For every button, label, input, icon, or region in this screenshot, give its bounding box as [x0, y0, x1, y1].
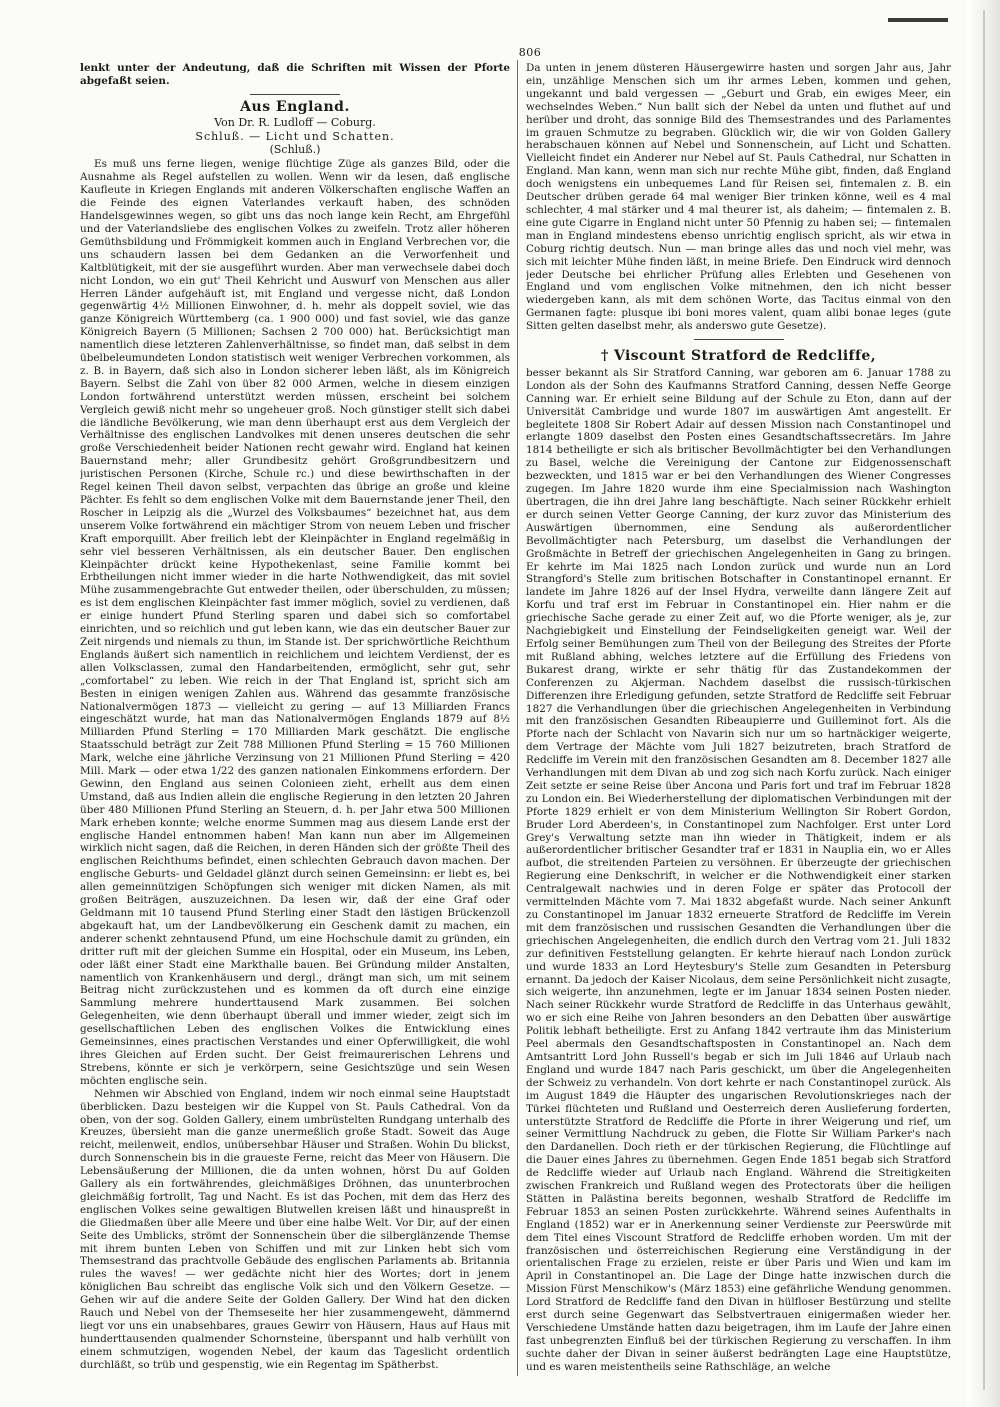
- section-rule: [250, 94, 340, 95]
- part-label: (Schluß.): [269, 142, 321, 156]
- obituary-title: † Viscount Stratford de Redcliffe,: [601, 348, 876, 365]
- section-subtitle: Schluß. — Licht und Schatten.: [195, 129, 395, 143]
- corner-mark: [888, 18, 948, 22]
- section-title: Aus England.: [240, 98, 350, 115]
- obituary-paragraph: besser bekannt als Sir Stratford Canning, war geboren am 6. Januar 1788 zu London als der Sohn des Kaufmanns Stratford Canning, dessen Neffe George Canning war. Er erhielt seine Bildung auf der Schule zu Eton, dann auf der Universität Cambridge und wurde 1807 im auswärtigen Amt angestellt. Er begleitete 1808 Sir Robert Adair auf dessen Mission nach Constantinopel und erlangte 1809 daselbst den Posten eines Gesandtschaftssecretärs. Im Jahre 1814 betheiligte er sich als britischer Bevollmächtigter bei den Verhandlungen zu Basel, welche die Vereinigung der Cantone zur Eidgenossenschaft bezweckten, und 1815 war er bei den Verhandlungen des Wiener Congresses zugegen. Im Jahre 1820 wurde ihm eine Specialmission nach Washington übertragen, die ihn drei Jahre lang beschäftigte. Nach seiner Rückkehr erhielt er durch seinen Vetter George Canning, der kurz zuvor das Ministerium des Auswärtigen übernommen, eine Sendung als außerordentlicher Bevollmächtigter nach Petersburg, um daselbst die Verhandlungen der Großmächte in Betreff der griechischen Angelegenheiten in Gang zu bringen. Er kehrte im Mai 1825 nach London zurück und wurde nun an Lord Strangford's Stelle zum britischen Botschafter in Constantinopel ernannt. Er landete im Jahre 1826 auf der Insel Hydra, verweilte dann längere Zeit auf Korfu und traf erst im Februar in Constantinopel ein. Hier nahm er die griechische Sache gerade zu einer Zeit auf, wo die Pforte weniger, als je, zur Nachgiebigkeit und Einstellung der Feindseligkeiten geneigt war. Weil der Erfolg seiner Bemühungen zum Theil von der Beilegung des Streites der Pforte mit Rußland abhing, welches letztere auf die Erfüllung des Friedens von Bukarest drang, wirkte er sehr thätig für das Zustandekommen der Conferenzen zu Akjerman. Nachdem daselbst die russisch-türkischen Differenzen ihre Erledigung gefunden, setzte Stratford de Redcliffe seit Februar 1827 die Verhandlungen über die griechischen Angelegenheiten in Verbindung mit den französischen Gesandten Ribeaupierre und Guilleminot fort. Als die Pforte nach der Schlacht von Navarin sich nur um so hartnäckiger weigerte, dem Vertrage der Mächte vom Juli 1827 beizutreten, brach Stratford de Redcliffe im Verein mit den französischen Gesandten am 8. December 1827 alle Verhandlungen mit dem Divan ab und zog sich nach Korfu zurück. Nach einiger Zeit setzte er seine Reise über Ancona und Paris fort und traf im Februar 1828 zu London ein. Bei Wiederherstellung der diplomatischen Verbindungen mit der Pforte 1829 erhielt er von dem Ministerium Wellington Sir Robert Gordon, Bruder Lord Aberdeen's, in Constantinopel zum Nachfolger. Erst unter Lord Grey's Verwaltung setzte man ihn wieder in Thätigkeit, indem er als außerordentlicher britischer Gesandter traf er 1831 in Nauplia ein, wo er Alles aufbot, die streitenden Parteien zu versöhnen. Er überzeugte der griechischen Regierung eine Denkschrift, in welcher er die Nothwendigkeit einer starken Centralgewalt nachwies und in deren Folge er später das Protocoll der vermittelnden Mächte vom 7. Mai 1832 abgefaßt wurde. Nach seiner Ankunft zu Constantinopel im Januar 1832 erneuerte Stratford de Redcliffe im Verein mit dem französischen und russischen Gesandten die Verhandlungen über die griechischen Angelegenheiten, die endlich durch den Vertrag vom 21. Juli 1832 zur definitiven Feststellung gelangten. Er kehrte hierauf nach London zurück und wurde 1833 an Lord Heytesbury's Stelle zum Gesandten in Petersburg ernannt. Da jedoch der Kaiser Nicolaus, dem seine Persönlichkeit nicht zusagte, sich weigerte, ihn anzunehmen, legte er im Januar 1834 seinen Posten nieder. Nach seiner Rückkehr wurde Stratford de Redcliffe in das Unterhaus gewählt, wo er sich eine Reihe von Jahren besonders an den Debatten über auswärtige Politik lebhaft betheiligte. Erst zu Anfang 1842 vertraute ihm das Ministerium Peel abermals den Gesandtschaftsposten in Constantinopel an. Nach dem Amtsantritt Lord John Russell's begab er sich im Juli 1846 auf Urlaub nach England und wurde 1847 nach Paris geschickt, um über die Angelegenheiten der Schweiz zu verhandeln. Von dort kehrte er nach Constantinopel zurück. Als im August 1849 die Häupter des ungarischen Revolutionskrieges nach der Türkei flüchteten und Rußland und Oesterreich deren Auslieferung forderten, unterstützte Stratford de Redcliffe die Pforte in ihrer Weigerung und rief, um seiner Vermittlung Nachdruck zu geben, die Flotte Sir William Parker's nach den Dardanellen. Doch rieth er der türkischen Regierung, die Flüchtlinge auf die Dauer eines Jahres zu übernehmen. Gegen Ende 1851 begab sich Stratford de Redcliffe wieder auf Urlaub nach England. Während die Streitigkeiten zwischen Frankreich und Rußland wegen des Protectorats über die heiligen Stätten in Palästina bereits begonnen, weshalb Stratford de Redcliffe im Februar 1853 an seinen Posten zurückkehrte. Während seines Aufenthalts in England (1852) war er in Anerkennung seiner Verdienste zur Peerswürde mit dem Titel eines Viscount Stratford de Redcliffe erhoben worden. Um mit der französischen und österreichischen Regierung eine Verständigung in der orientalischen Frage zu erzielen, reiste er über Paris und Wien und kam im April in Constantinopel an. Die Lage der Dinge hatte inzwischen durch die Mission Fürst Menschikow's (März 1853) eine gefährliche Wendung genommen. Lord Stratford de Redcliffe fand den Divan in hülfloser Bestürzung und stellte erst durch seine Gegenwart das Selbstvertrauen einigermaßen wieder her. Verschiedene Umstände hatten dazu beigetragen, ihm im Laufe der Jahre einen fast unbegrenzten Einfluß bei der türkischen Regierung zu verschaffen. In ihm suchte daher der Divan in seiner äußerst bedrängten Lage eine Hauptstütze, und es waren meistentheils seine Rathschläge, an welche: [526, 366, 951, 1373]
- page-number: 806: [518, 46, 542, 59]
- author-byline: Von Dr. R. Ludloff — Coburg.: [214, 115, 376, 129]
- right-column: [526, 62, 951, 1381]
- article-paragraph: Da unten in jenem düsteren Häusergewirre hasten und sorgen Jahr aus, Jahr ein, unzählige Menschen sich um ihr armes Leben, kommen und gehen, ungekannt und bald vergessen — „Geburt und Grab, ein ewiges Meer, ein wechselndes Weben.“ Nun ballt sich der Nebel da unten und fluthet auf und herüber und droht, das sonnige Bild des Themsestrandes und des Parlamentes im grauen Schmutze zu begraben. Glücklich wir, die wir von Golden Gallery herabschauen können auf Nebel und Sonnenschein, auf Licht und Schatten. Vielleicht findet ein Anderer nur Nebel auf St. Pauls Cathedral, nur Schatten in England. Man kann, wenn man sich nur rechte Mühe gibt, finden, daß England doch wenigstens ein unbequemes Land für Reisen sei, fintemalen z. B. ein Deutscher drüben gerade 64 mal weniger Bier trinken könne, weil es 4 mal schlechter, 4 mal stärker und 4 mal theurer ist, als daheim; — fintemalen z. B. eine gute Cigarre in England nicht unter 50 Pfennig zu haben sei; — fintemalen man in England mindestens ebenso unrichtig englisch spricht, als wir etwa in Coburg richtig deutsch. Nun — man bringe alles das und noch viel mehr, was sich mit leichter Mühe finden läßt, in meine Briefe. Den Eindruck wird dennoch jeder Deutsche bei ehrlicher Prüfung alles Erlebten und Gesehenen von England und vom englischen Volke mitnehmen, den ich nicht besser wiedergeben kann, als mit dem schönen Worte, das Tacitus einmal von den Germanen fagte: plusque ibi boni mores valent, quam alibi bonae leges (gute Sitten gelten daselbst mehr, als anderswo gute Gesetze).: [526, 62, 951, 333]
- article-paragraph: Es muß uns ferne liegen, wenige flüchtige Züge als ganzes Bild, oder die Ausnahme als Regel aufstellen zu wollen. Wenn wir da lesen, daß englische Kaufleute in Kriegen Englands mit anderen Völkerschaften englische Waffen an die Feinde des eignen Vaterlandes verkauft haben, des schnöden Handelsgewinnes wegen, so gibt uns das noch lange kein Recht, am Ehrgefühl und der Vaterlandsliebe des englischen Volkes zu zweifeln. Trotz aller höheren Gemüthsbildung und Frömmigkeit kommen auch in England Verbrechen vor, die uns schaudern lassen bei dem Gedanken an die Verworfenheit und Kaltblütigkeit, mit der sie ausgeführt wurden. Aber man verwechsele dabei doch nicht London, wo ein gut' Theil Kehricht und Auswurf von Menschen aus aller Herren Länder aufgehäuft ist, mit England und vergesse nicht, daß London gegenwärtig 4½ Millionen Einwohner, d. h. mehr als doppelt soviel, wie das ganze Königreich Württemberg (ca. 1 900 000) und fast soviel, wie das ganze Königreich Bayern (5 Millionen; Sachsen 2 700 000) hat. Berücksichtigt man namentlich diese letzteren Zahlenverhältnisse, so findet man, daß selbst in dem übelbeleumundeten London statistisch weit weniger Verbrechen vorkommen, als z. B. in Bayern, daß sich also in London sicherer leben läßt, als im Königreich Bayern. Selbst die Zahl von über 82 000 Armen, welche in diesem einzigen London fortwährend unterstützt werden müssen, erscheint bei solchem Vergleich gewiß nicht mehr so ungeheuer groß. Noch günstiger stellt sich dabei die ländliche Bevölkerung, wie man denn überhaupt erst aus dem Vergleich der Verhältnisse des englischen Landvolkes mit denen unseres deutschen die sehr große Verschiedenheit beider Nationen recht gewahr wird. England hat keinen Bauernstand mehr; aller Grundbesitz gehört Großgrundbesitzern und juristischen Personen (Kirche, Schule rc.) und diese bewirthschaften in der Regel keinen Theil davon selbst, verpachten das übrige an große und kleine Pächter. Es fehlt so dem englischen Volke mit dem Bauernstande jener Theil, den Roscher in Leipzig als die „Wurzel des Volksbaumes“ bezeichnet hat, aus dem unserem Volke fortwährend ein mächtiger Strom von neuem Leben und frischer Kraft emporquillt. Aber freilich lebt der Kleinpächter in England regelmäßig in sehr viel besseren Verhältnissen, als ein deutscher Bauer. Den englischen Kleinpächter drückt keine Hypothekenlast, seine Familie kommt bei Erbtheilungen nicht immer wieder in die harte Nothwendigkeit, das mit soviel Mühe zusammengebrachte Gut entweder theilen, oder überschulden, zu müssen; es ist dem englischen Kleinpächter fast immer möglich, soviel zu verdienen, daß er einige hundert Pfund Sterling sparen und dabei sich so comfortabel einrichten, und so reichlich und gut leben kann, wie das ein deutscher Bauer zur Zeit nirgends und niemals zu thun, im Stande ist. Der sprichwörtliche Reichthum Englands äußert sich namentlich in reichlichem und leichtem Verdienst, der es allen Volksclassen, zumal den Handarbeitenden, ermöglicht, sehr gut, sehr „comfortabel“ zu leben. Wie reich in der That England ist, spricht sich am Besten in einigen wenigen Zahlen aus. Während das gesammte französische Nationalvermögen 1873 — vielleicht zu gering — auf 13 Milliarden Francs eingeschätzt wurde, hat man das Nationalvermögen Englands 1879 auf 8½ Milliarden Pfund Sterling = 170 Milliarden Mark geschätzt. Die englische Staatsschuld beträgt zur Zeit 788 Millionen Pfund Sterling = 15 760 Millionen Mark, welche eine jährliche Verzinsung von 21 Millionen Pfund Sterling = 420 Mill. Mark — oder etwa 1/22 des ganzen nationalen Einkommens erfordern. Der Gewinn, den England aus seinen Colonieen zieht, erhellt aus dem einen Umstand, daß aus Indien allein die englische Regierung in den letzten 20 Jahren über 480 Millionen Pfund Sterling an Steuern, d. h. per Jahr etwa 500 Millionen Mark erheben konnte; welche enorme Summen mag aus diesem Lande erst der englische Handel entnommen haben! Man kann nun aber im Allgemeinen wirklich nicht sagen, daß die Reichen, in deren Händen sich der größte Theil des englischen Reichthums befindet, einen schlechten Gebrauch davon machen. Der englische Geburts- und Geldadel glänzt durch seinen Gemeinsinn: er liebt es, bei allen gemeinnützigen Schöpfungen sich weniger mit dicken Namen, als mit großen Beiträgen, auszuzeichnen. Da lesen wir, daß der eine Graf oder Geldmann mit 10 tausend Pfund Sterling einer Stadt den lästigen Brückenzoll abgekauft hat, um der Landbevölkerung ein Geschenk damit zu machen, ein anderer schenkt zehntausend Pfund, um eine Hochschule damit zu gründen, ein dritter ruft mit der gleichen Summe ein Hospital, oder ein Museum, ins Leben, oder läßt einer Stadt eine Markthalle bauen. Bei Gründung milder Anstalten, namentlich von Krankenhäusern und dergl., drängt man sich, um mit seinem Beitrag nicht zurückzustehen und es kommen da oft durch eine einzige Sammlung mehrere hunderttausend Mark zusammen. Bei solchen Gelegenheiten, wie denn überhaupt überall und immer wieder, zeigt sich im gesellschaftlichen Leben des englischen Volkes die Entwicklung eines Gemeinsinnes, eines practischen Verstandes und einer Opferwilligkeit, die wohl ihres Gleichen auf Erden sucht. Der Geist freimaurerischen Lehrens und Strebens, könnte er sich je verkörpern, seine Gesichtszüge und sein Wesen möchten englische sein.: [80, 158, 510, 1087]
- intro-line: lenkt unter der Andeutung, daß die Schriften mit Wissen der Pforte abgefaßt seien.: [80, 62, 510, 87]
- left-column: [80, 62, 510, 1381]
- scan-edge-line: [983, 10, 985, 1390]
- section-rule: [694, 339, 784, 340]
- column-divider: [517, 60, 518, 1376]
- article-paragraph: Nehmen wir Abschied von England, indem wir noch einmal seine Hauptstadt überblicken. Dazu besteigen wir die Kuppel von St. Pauls Cathedral. Von da oben, von der sog. Golden Gallery, einem umbrüstelten Rundgang unterhalb des Kreuzes, übersieht man die ganze unermeßlich große Stadt. Soweit das Auge reicht, meilenweit, endlos, unübersehbar Häuser und Straßen. Wohin Du blickst, durch Sonnenschein bis in die graueste Ferne, reicht das Meer von Häusern. Die Lebensäußerung der Millionen, die da unten wohnen, hörst Du auf Golden Gallery als ein fortwährendes, gleichmäßiges Dröhnen, das ununterbrochen gleichmäßig fortrollt, Tag und Nacht. Es ist das Pochen, mit dem das Herz des englischen Volkes seine gewaltigen Blutwellen kreisen läßt und hinauspreßt in die Gliedmaßen über alle Meere und über eine halbe Welt. Vor Dir, auf der einen Seite des Umblicks, strömt der Sonnenschein über die silberglänzende Themse mit ihrem bunten Leben von Schiffen und mit zur Linken hebt sich vom Themsestrand das prachtvolle Gebäude des englischen Parlaments ab. Britannia rules the waves! — wer gedächte nicht hier des Wortes; dort in jenem königlichen Bau schreibt das englische Volk sich und den Völkern Gesetze. — Gehen wir auf die andere Seite der Golden Gallery. Der Wind hat den dicken Rauch und Nebel von der Themseseite her hier zusammengeweht, dämmernd liegt vor uns ein unabsehbares, graues Gewirr von Häusern, Haus auf Haus mit hunderttausenden qualmender Schornsteine, überspannt und halb verhüllt von einem schmutzigen, wogenden Nebel, der kaum das Tageslicht ordentlich durchläßt, so trüb und gespenstig, wie ein Regentag im Spätherbst.: [80, 1087, 510, 1371]
